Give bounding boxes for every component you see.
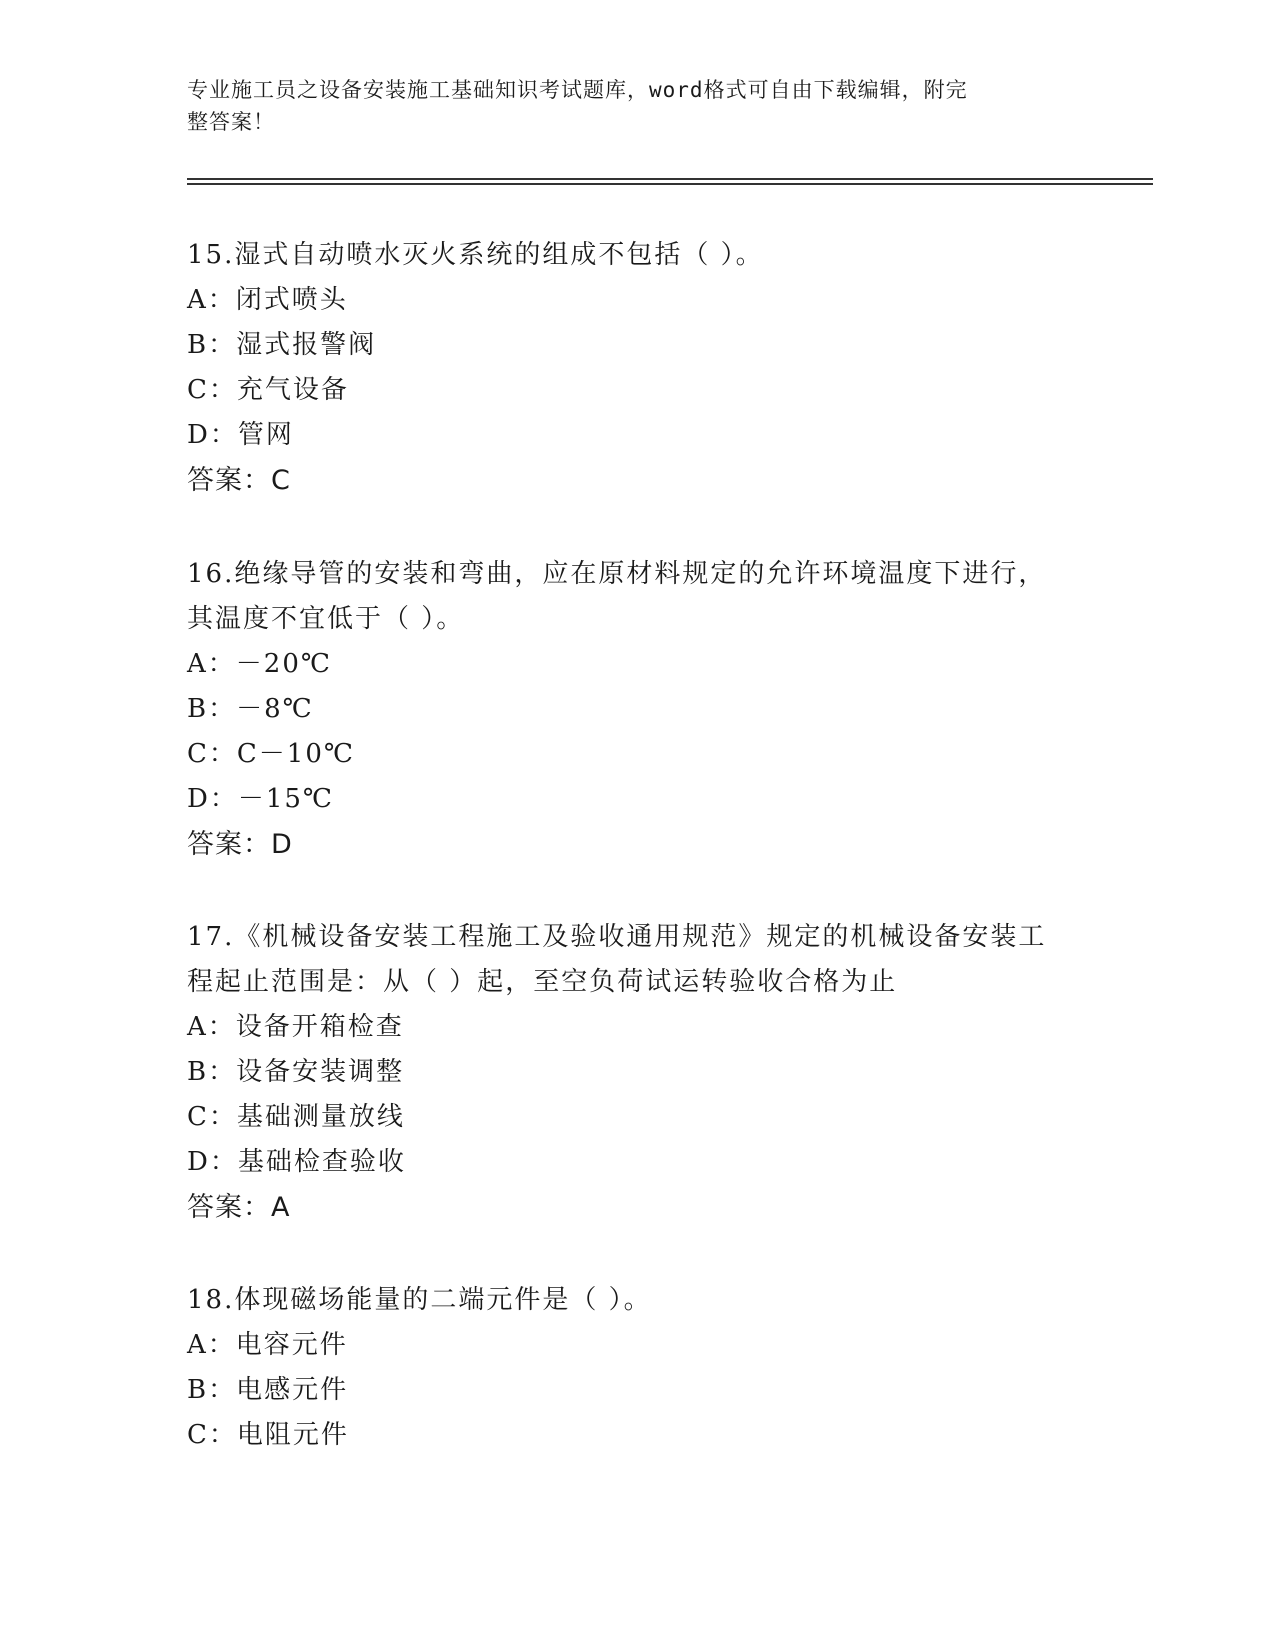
question-15 <box>187 233 1087 503</box>
option-b: B：湿式报警阀 <box>187 330 377 360</box>
header-line-2: 整答案！ <box>187 110 275 134</box>
question-stem-continued: 程起止范围是：从（ ）起，至空负荷试运转验收合格为止 <box>187 967 898 997</box>
question-18 <box>187 1278 1087 1458</box>
question-16 <box>187 552 1087 867</box>
option-d: D：管网 <box>187 420 294 450</box>
answer: 答案：A <box>187 1192 291 1223</box>
header-line-1: 专业施工员之设备安装施工基础知识考试题库，word格式可自由下载编辑，附完 <box>187 78 968 102</box>
option-c: C：基础测量放线 <box>187 1102 405 1132</box>
option-c: C：充气设备 <box>187 375 349 405</box>
option-a: A：电容元件 <box>187 1330 348 1360</box>
option-b: B：－8℃ <box>187 694 314 724</box>
option-a: A：设备开箱检查 <box>187 1012 404 1042</box>
option-c: C：C－10℃ <box>187 739 355 769</box>
option-b: B：电感元件 <box>187 1375 349 1405</box>
question-17 <box>187 915 1087 1230</box>
question-stem: 18.体现磁场能量的二端元件是（ ）。 <box>187 1285 652 1315</box>
question-stem-continued: 其温度不宜低于（ ）。 <box>187 604 465 634</box>
option-a: A：－20℃ <box>187 649 332 679</box>
question-stem: 16.绝缘导管的安装和弯曲，应在原材料规定的允许环境温度下进行， <box>187 559 1047 589</box>
document-header <box>187 74 1067 138</box>
header-divider-bottom <box>187 183 1153 185</box>
option-d: D：基础检查验收 <box>187 1147 406 1177</box>
question-stem: 17.《机械设备安装工程施工及验收通用规范》规定的机械设备安装工 <box>187 922 1047 952</box>
answer: 答案：C <box>187 465 291 496</box>
option-b: B：设备安装调整 <box>187 1057 405 1087</box>
option-d: D：－15℃ <box>187 784 335 814</box>
question-stem: 15.湿式自动喷水灭火系统的组成不包括（ ）。 <box>187 240 764 270</box>
option-c: C：电阻元件 <box>187 1420 349 1450</box>
option-a: A：闭式喷头 <box>187 285 348 315</box>
answer: 答案：D <box>187 829 293 860</box>
header-divider-top <box>187 178 1153 180</box>
